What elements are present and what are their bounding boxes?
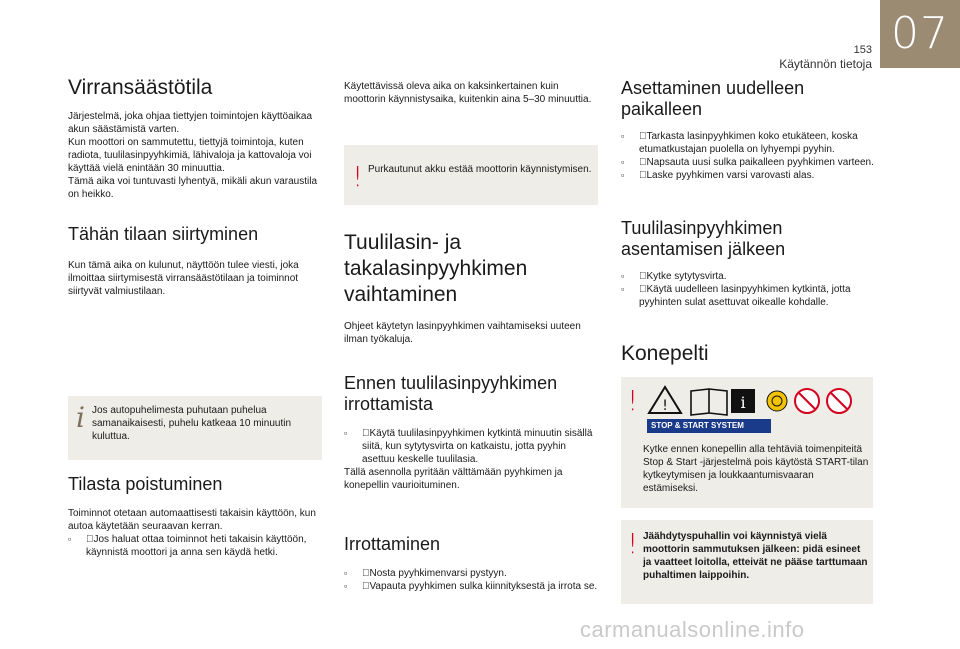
list-item: ▫ Napsauta uusi sulka paikalleen pyyhkimen varteen. — [621, 157, 874, 168]
title-line: Asettaminen uudelleen — [621, 78, 805, 98]
warning-box-stop-start — [621, 377, 873, 508]
square-bullet-icon: ▫ — [621, 131, 625, 141]
subsection-title-refitting — [621, 78, 877, 120]
subsection-title-after-fitting — [621, 218, 877, 260]
column-1-section-1 — [68, 224, 324, 298]
square-bullet-icon: ▫ — [344, 428, 348, 438]
power-saving-intro — [68, 110, 324, 201]
title-line: takalasinpyyhkimen — [344, 257, 528, 280]
subsection-title-entering: Tähän tilaan siirtyminen — [68, 224, 259, 244]
column-3-section-refit — [621, 78, 877, 182]
title-line: Tuulilasin- ja — [344, 231, 462, 254]
entering-text: Kun tämä aika on kulunut, näyttöön tulee viesti, joka ilmoittaa siirtymisestä virransäästötilaan ja toiminnot siirtyvät valmiustilaan. — [68, 260, 299, 297]
intro-line-3: Tämä aika voi tuntuvasti lyhentyä, mikäli akun varaustila on heikko. — [68, 176, 318, 200]
list-item: ▫ Jos haluat ottaa toiminnot heti takaisin käyttöön, käynnistä moottori ja anna sen käydä hetki. — [68, 534, 307, 558]
watermark: carmanualsonline.info — [580, 617, 805, 642]
before-removal-bullets — [344, 427, 600, 466]
column-2-section-removal — [344, 534, 600, 593]
intro-line-1: Järjestelmä, joka ohjaa tiettyjen toimintojen käyttöaikaa akun säästämistä varten. — [68, 111, 313, 135]
square-bullet-icon: ▫ — [68, 534, 72, 544]
warning-box-battery-text: Purkautunut akku estää moottorin käynnistymisen. — [368, 164, 592, 175]
title-line: irrottamista — [344, 394, 434, 414]
exiting-bullets — [68, 533, 324, 559]
square-bullet-icon: ▫ — [344, 568, 348, 578]
warning-box-fan — [621, 520, 873, 604]
column-2-section-wiper — [344, 230, 600, 346]
column-2 — [344, 80, 600, 106]
exiting-text: Toiminnot otetaan automaattisesti takaisin käyttöön, kun autoa käytetään seuraavan kerran. — [68, 508, 316, 532]
title-line: vaihtaminen — [344, 283, 458, 306]
subsection-title-exiting: Tilasta poistuminen — [68, 474, 223, 494]
available-time-text: Käytettävissä oleva aika on kaksinkertainen kuin moottorin käynnistysaika, kuitenkin aina 5–30 minuuttia. — [344, 81, 592, 105]
info-box — [68, 396, 322, 460]
exclamation-icon: ! — [352, 160, 364, 193]
column-2-section-before-removal — [344, 373, 600, 492]
list-item: ▫ Käytä uudelleen lasinpyyhkimen kytkintä, jotta pyyhinten sulat asettuvat oikealle kohdalle. — [621, 284, 851, 308]
square-bullet-icon: ▫ — [621, 284, 625, 294]
warning-box-battery — [344, 145, 598, 205]
after-fitting-bullets — [621, 270, 877, 309]
exclamation-icon: ! — [627, 384, 639, 417]
subsection-title-removal: Irrottaminen — [344, 534, 441, 554]
svg-text:!: ! — [662, 398, 668, 414]
title-line: Tuulilasinpyyhkimen — [621, 218, 783, 238]
fan-warning-text: Jäähdytyspuhallin voi käynnistyä vielä moottorin sammutuksen jälkeen: pidä esineet ja vaatteet loitolla, etteivät ne pääse tarttumaan puhaltimen laippoihin. — [643, 531, 868, 581]
square-bullet-icon: ▫ — [344, 581, 348, 591]
svg-text:i: i — [740, 393, 746, 412]
chapter-tab: 07 — [880, 0, 960, 68]
square-bullet-icon: ▫ — [621, 157, 625, 167]
column-1 — [68, 76, 324, 201]
before-removal-text: Tällä asennolla pyritään välttämään pyyhkimen ja konepellin vaurioituminen. — [344, 467, 563, 491]
list-item: ▫ Nosta pyyhkimenvarsi pystyyn. — [344, 568, 507, 579]
under-bonnet-sticker — [647, 385, 865, 435]
refitting-bullets — [621, 130, 877, 182]
intro-line-2: Kun moottori on sammutettu, tiettyjä toimintoja, kuten radiota, tuulilasinpyyhkimiä, lähivaloja ja kattovaloja voi käyttää vielä enintään 30 minuuttia. — [68, 137, 312, 174]
info-box-text: Jos autopuhelimesta puhutaan puhelua samanaikaisesti, puhelu katkeaa 10 minuutin kuluttua. — [92, 405, 292, 442]
page-number: 153 — [853, 44, 872, 56]
column-1-section-2 — [68, 474, 324, 559]
removal-bullets — [344, 567, 600, 593]
list-item: ▫ Laske pyyhkimen varsi varovasti alas. — [621, 170, 815, 181]
column-3-section-after-fit — [621, 218, 877, 309]
chapter-title: Käytännön tietoja — [779, 57, 872, 71]
subsection-title-before-removal — [344, 373, 600, 415]
square-bullet-icon: ▫ — [621, 271, 625, 281]
title-line: Ennen tuulilasinpyyhkimen — [344, 373, 558, 393]
title-line: asentamisen jälkeen — [621, 239, 786, 259]
list-item: ▫ Vapauta pyyhkimen sulka kiinnityksestä ja irrota se. — [344, 581, 598, 592]
square-bullet-icon: ▫ — [621, 170, 625, 180]
list-item: ▫ Käytä tuulilasinpyyhkimen kytkintä minuutin sisällä siitä, kun sytytysvirta on katkaistu, jotta pyyhin asettuu keskelle tuulilasia. — [344, 428, 593, 465]
list-item: ▫ Kytke sytytysvirta. — [621, 271, 727, 282]
title-line: paikalleen — [621, 99, 703, 119]
info-icon: i — [76, 401, 85, 434]
section-title-bonnet: Konepelti — [621, 342, 709, 365]
stop-start-warning-text: Kytke ennen konepellin alla tehtäviä toimenpiteitä Stop & Start -järjestelmä pois käytöstä START-tilan kytkeytymisen ja loukkaantumisvaaran estämiseksi. — [643, 444, 869, 494]
section-title-power-saving: Virransäästötila — [68, 76, 213, 99]
list-item: ▫ Tarkasta lasinpyyhkimen koko etukäteen, koska etumatkustajan puolella on lyhyempi pyyhin. — [621, 131, 858, 155]
wiper-replacement-text: Ohjeet käytetyn lasinpyyhkimen vaihtamiseksi uuteen ilman työkaluja. — [344, 321, 581, 345]
exclamation-icon: ! — [627, 527, 639, 560]
stop-start-sticker-label: STOP & START SYSTEM — [651, 421, 744, 430]
section-title-wiper-replacement — [344, 230, 600, 308]
